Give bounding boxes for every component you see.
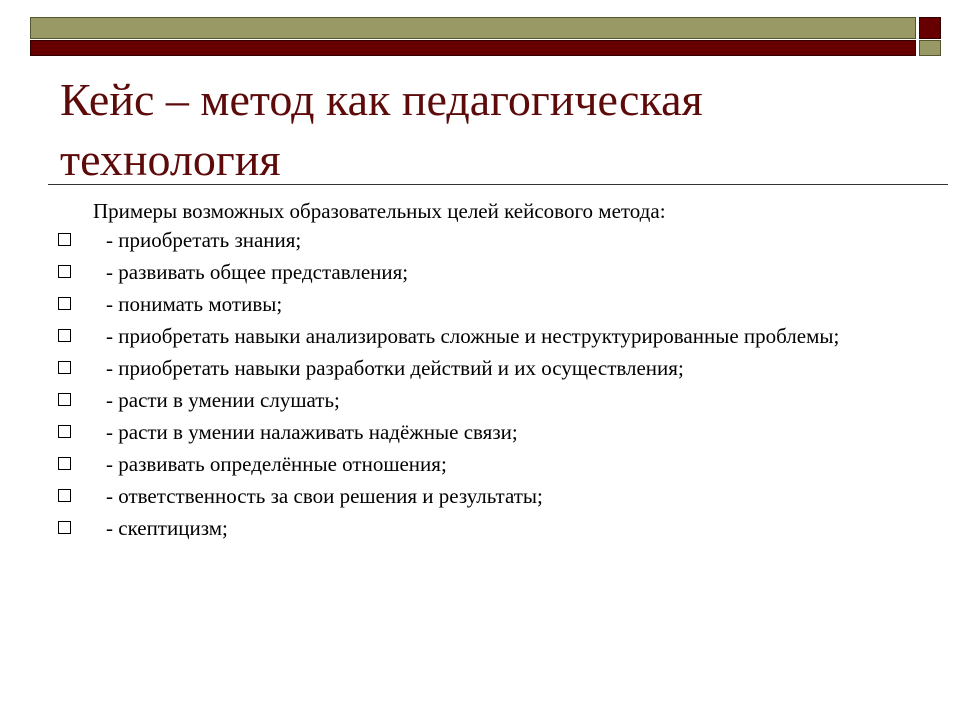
- bullet-item: [52, 260, 932, 284]
- bullet-item: [52, 228, 932, 252]
- header-square-olive: [919, 40, 941, 56]
- bullet-text: - ответственность за свои решения и результаты;: [106, 484, 543, 508]
- bullet-text: - развивать общее представления;: [106, 260, 409, 284]
- hollow-square-icon: [58, 521, 71, 534]
- hollow-square-icon: [58, 329, 71, 342]
- hollow-square-icon: [58, 265, 71, 278]
- bullet-item: [52, 452, 932, 476]
- bullet-text: - развивать определённые отношения;: [106, 452, 447, 476]
- bullet-text: - расти в умении налаживать надёжные связи;: [106, 420, 518, 444]
- hollow-square-icon: [58, 233, 71, 246]
- header-bar-maroon: [30, 40, 916, 56]
- slide-title: Кейс – метод как педагогическая технология: [60, 74, 703, 185]
- hollow-square-icon: [58, 361, 71, 374]
- bullet-item: [52, 388, 932, 412]
- bullet-item: [52, 516, 932, 540]
- bullet-text: - приобретать навыки разработки действий и их осуществления;: [106, 356, 684, 380]
- hollow-square-icon: [58, 489, 71, 502]
- hollow-square-icon: [58, 425, 71, 438]
- hollow-square-icon: [58, 393, 71, 406]
- bullet-item: [52, 292, 932, 316]
- bullet-list: [52, 228, 932, 548]
- bullet-text: - приобретать знания;: [106, 228, 302, 252]
- bullet-text: - понимать мотивы;: [106, 292, 283, 316]
- intro-text: Примеры возможных образовательных целей кейсового метода:: [93, 199, 666, 223]
- bullet-item: [52, 484, 932, 508]
- bullet-item: [52, 420, 932, 444]
- hollow-square-icon: [58, 297, 71, 310]
- title-divider: [48, 184, 948, 185]
- bullet-item: [52, 356, 932, 380]
- header-bar-olive: [30, 17, 916, 39]
- bullet-text: - приобретать навыки анализировать сложные и неструктурированные проблемы;: [106, 324, 840, 348]
- header-square-maroon: [919, 17, 941, 39]
- bullet-text: - скептицизм;: [106, 516, 228, 540]
- bullet-text: - расти в умении слушать;: [106, 388, 340, 412]
- hollow-square-icon: [58, 457, 71, 470]
- bullet-item: [52, 324, 932, 348]
